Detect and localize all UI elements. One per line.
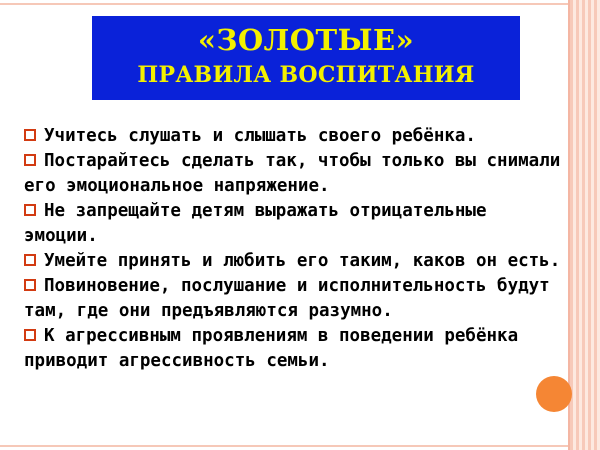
rule-text: Учитесь слушать и слышать своего ребёнка. — [44, 126, 476, 146]
rule-text: Не запрещайте детям выражать отрицательные эмоции. — [24, 201, 487, 246]
rule-text: Повиновение, послушание и исполнительность будут там, где они предъявляются разумно. — [24, 276, 550, 321]
list-item — [24, 199, 564, 249]
square-bullet-icon — [24, 254, 36, 266]
title-banner — [92, 16, 520, 100]
list-item — [24, 324, 564, 374]
list-item — [24, 124, 564, 149]
rules-list — [24, 124, 564, 374]
decorative-stripes — [570, 0, 600, 450]
top-frame-line — [0, 3, 570, 5]
orange-circle-decoration — [536, 376, 572, 412]
list-item — [24, 149, 564, 199]
square-bullet-icon — [24, 204, 36, 216]
bottom-frame-line — [0, 445, 570, 447]
rule-text: К агрессивным проявлениям в поведении ребёнка приводит агрессивность семьи. — [24, 326, 519, 371]
square-bullet-icon — [24, 279, 36, 291]
square-bullet-icon — [24, 329, 36, 341]
title-line-2: ПРАВИЛА ВОСПИТАНИЯ — [137, 62, 475, 88]
square-bullet-icon — [24, 154, 36, 166]
rule-text: Умейте принять и любить его таким, каков он есть. — [44, 251, 561, 271]
title-line-1: «ЗОЛОТЫЕ» — [197, 23, 415, 57]
list-item — [24, 274, 564, 324]
square-bullet-icon — [24, 129, 36, 141]
list-item — [24, 249, 564, 274]
rule-text: Постарайтесь сделать так, чтобы только вы снимали его эмоциональное напряжение. — [24, 151, 561, 196]
